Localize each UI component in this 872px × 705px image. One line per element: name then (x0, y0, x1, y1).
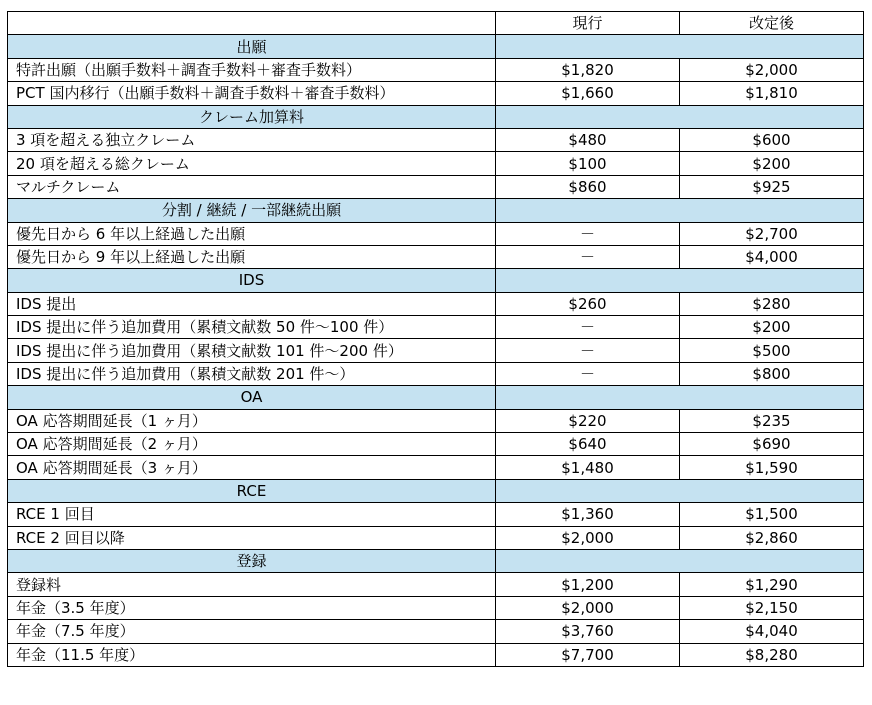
header-row (8, 12, 864, 35)
fee-label: 3 項を超える独立クレーム (8, 128, 496, 151)
fee-row (8, 222, 864, 245)
section-spacer (496, 35, 864, 58)
section-title: 出願 (8, 35, 496, 58)
fee-current: $7,700 (496, 643, 680, 666)
fee-row (8, 643, 864, 666)
fee-current: $220 (496, 409, 680, 432)
fee-label: IDS 提出 (8, 292, 496, 315)
fee-current: $1,660 (496, 82, 680, 105)
fee-revised: $4,000 (680, 245, 864, 268)
fee-label: OA 応答期間延長（3 ヶ月） (8, 456, 496, 479)
section-title: RCE (8, 479, 496, 502)
header-current: 現行 (496, 12, 680, 35)
fee-label: RCE 2 回目以降 (8, 526, 496, 549)
fee-row (8, 339, 864, 362)
fee-revised: $8,280 (680, 643, 864, 666)
section-title: クレーム加算料 (8, 105, 496, 128)
fee-revised: $4,040 (680, 620, 864, 643)
section-row (8, 479, 864, 502)
section-row (8, 386, 864, 409)
fee-revised: $200 (680, 316, 864, 339)
fee-current: $2,000 (496, 526, 680, 549)
fee-comparison-table (7, 11, 864, 667)
fee-row (8, 456, 864, 479)
fee-revised: $690 (680, 433, 864, 456)
section-spacer (496, 549, 864, 572)
fee-label: 登録料 (8, 573, 496, 596)
fee-current: $100 (496, 152, 680, 175)
fee-current: $1,200 (496, 573, 680, 596)
fee-row (8, 245, 864, 268)
fee-revised: $2,700 (680, 222, 864, 245)
fee-current: － (496, 362, 680, 385)
fee-revised: $2,000 (680, 58, 864, 81)
header-revised: 改定後 (680, 12, 864, 35)
section-spacer (496, 386, 864, 409)
fee-label: IDS 提出に伴う追加費用（累積文献数 201 件～） (8, 362, 496, 385)
fee-revised: $2,150 (680, 596, 864, 619)
fee-label: 20 項を超える総クレーム (8, 152, 496, 175)
fee-current: $640 (496, 433, 680, 456)
fee-revised: $800 (680, 362, 864, 385)
fee-current: $1,820 (496, 58, 680, 81)
fee-row (8, 152, 864, 175)
fee-revised: $925 (680, 175, 864, 198)
section-row (8, 269, 864, 292)
fee-row (8, 409, 864, 432)
fee-row (8, 82, 864, 105)
section-row (8, 35, 864, 58)
section-title: OA (8, 386, 496, 409)
fee-row (8, 175, 864, 198)
fee-row (8, 573, 864, 596)
fee-current: $860 (496, 175, 680, 198)
fee-row (8, 58, 864, 81)
fee-label: 年金（11.5 年度） (8, 643, 496, 666)
fee-label: 優先日から 6 年以上経過した出願 (8, 222, 496, 245)
fee-label: RCE 1 回目 (8, 503, 496, 526)
fee-row (8, 526, 864, 549)
fee-label: 年金（7.5 年度） (8, 620, 496, 643)
fee-current: － (496, 222, 680, 245)
fee-label: IDS 提出に伴う追加費用（累積文献数 50 件～100 件） (8, 316, 496, 339)
fee-label: 年金（3.5 年度） (8, 596, 496, 619)
header-label-cell (8, 12, 496, 35)
fee-label: マルチクレーム (8, 175, 496, 198)
fee-revised: $235 (680, 409, 864, 432)
fee-row (8, 433, 864, 456)
fee-revised: $600 (680, 128, 864, 151)
fee-current: － (496, 245, 680, 268)
fee-label: IDS 提出に伴う追加費用（累積文献数 101 件～200 件） (8, 339, 496, 362)
fee-row (8, 620, 864, 643)
fee-revised: $1,290 (680, 573, 864, 596)
section-title: IDS (8, 269, 496, 292)
fee-current: － (496, 339, 680, 362)
fee-revised: $200 (680, 152, 864, 175)
fee-current: $1,360 (496, 503, 680, 526)
section-spacer (496, 269, 864, 292)
fee-row (8, 362, 864, 385)
fee-revised: $1,810 (680, 82, 864, 105)
fee-revised: $1,500 (680, 503, 864, 526)
fee-revised: $280 (680, 292, 864, 315)
section-spacer (496, 105, 864, 128)
fee-table-body (8, 12, 864, 667)
fee-revised: $1,590 (680, 456, 864, 479)
fee-current: － (496, 316, 680, 339)
section-spacer (496, 199, 864, 222)
section-title: 登録 (8, 549, 496, 572)
fee-label: OA 応答期間延長（1 ヶ月） (8, 409, 496, 432)
fee-current: $1,480 (496, 456, 680, 479)
section-title: 分割 / 継続 / 一部継続出願 (8, 199, 496, 222)
fee-row (8, 128, 864, 151)
fee-current: $480 (496, 128, 680, 151)
fee-label: 特許出願（出願手数料＋調査手数料＋審査手数料） (8, 58, 496, 81)
fee-row (8, 316, 864, 339)
fee-label: 優先日から 9 年以上経過した出願 (8, 245, 496, 268)
section-spacer (496, 479, 864, 502)
fee-revised: $500 (680, 339, 864, 362)
fee-revised: $2,860 (680, 526, 864, 549)
fee-row (8, 503, 864, 526)
fee-row (8, 596, 864, 619)
section-row (8, 105, 864, 128)
fee-current: $3,760 (496, 620, 680, 643)
fee-current: $260 (496, 292, 680, 315)
section-row (8, 549, 864, 572)
fee-label: OA 応答期間延長（2 ヶ月） (8, 433, 496, 456)
fee-current: $2,000 (496, 596, 680, 619)
fee-row (8, 292, 864, 315)
fee-label: PCT 国内移行（出願手数料＋調査手数料＋審査手数料） (8, 82, 496, 105)
section-row (8, 199, 864, 222)
